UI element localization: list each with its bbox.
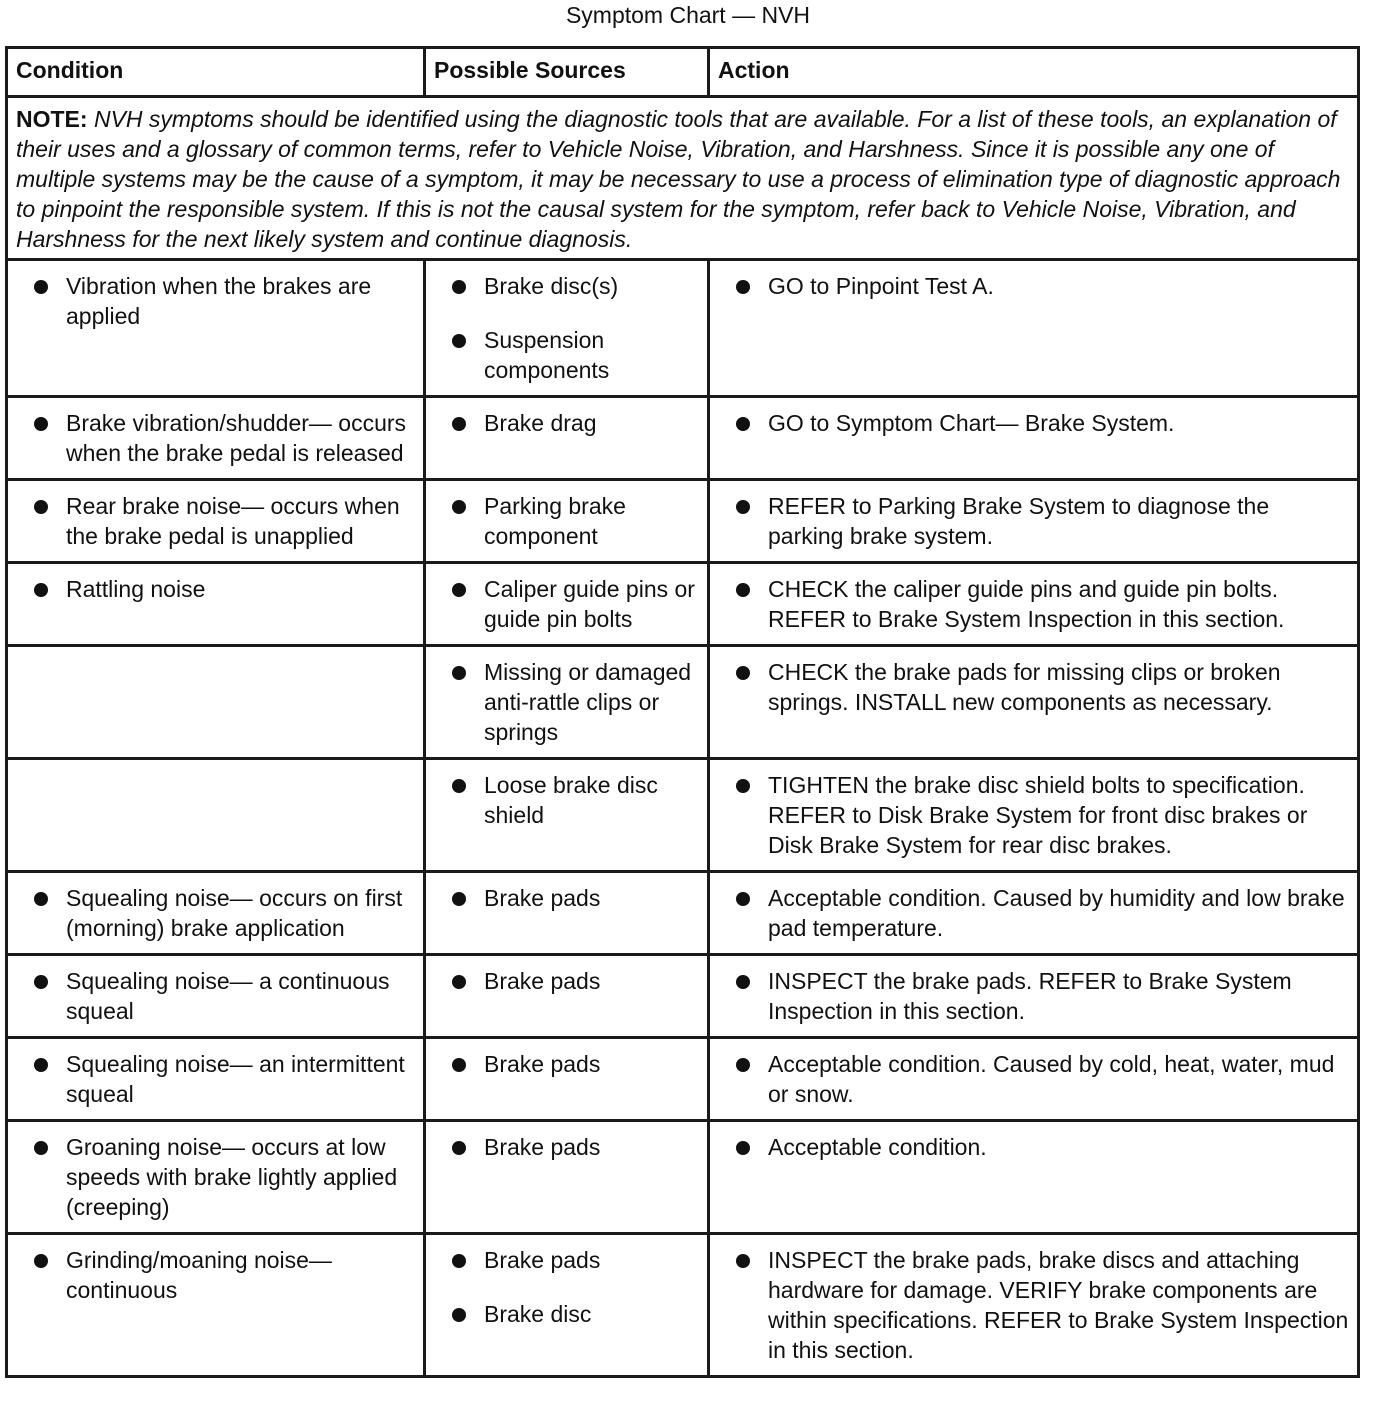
action-cell: [709, 1121, 1359, 1234]
condition-item: Squealing noise— a continuous squeal: [16, 966, 415, 1026]
condition-cell: [7, 480, 425, 563]
source-item: Loose brake disc shield: [434, 770, 699, 830]
table-row: [7, 480, 1359, 563]
source-item: Brake drag: [434, 408, 699, 438]
action-item: GO to Pinpoint Test A.: [718, 271, 1349, 301]
possible-sources-cell: [425, 1038, 709, 1121]
action-item: Acceptable condition. Caused by cold, heat, water, mud or snow.: [718, 1049, 1349, 1109]
table-row: [7, 759, 1359, 872]
condition-item: Rear brake noise— occurs when the brake pedal is unapplied: [16, 491, 415, 551]
possible-sources-cell: [425, 480, 709, 563]
action-cell: [709, 1038, 1359, 1121]
condition-cell: [7, 260, 425, 397]
source-item: Parking brake component: [434, 491, 699, 551]
source-item: Brake disc: [434, 1299, 699, 1329]
possible-sources-cell: [425, 260, 709, 397]
action-item: GO to Symptom Chart— Brake System.: [718, 408, 1349, 438]
source-item: Caliper guide pins or guide pin bolts: [434, 574, 699, 634]
action-cell: [709, 397, 1359, 480]
table-row: [7, 872, 1359, 955]
action-item: INSPECT the brake pads. REFER to Brake System Inspection in this section.: [718, 966, 1349, 1026]
symptom-chart-table: [5, 46, 1360, 1378]
condition-cell: [7, 563, 425, 646]
chart-title: Symptom Chart — NVH: [565, 2, 811, 28]
condition-item: Vibration when the brakes are applied: [16, 271, 415, 331]
source-item: Brake pads: [434, 1132, 699, 1162]
condition-item: Brake vibration/shudder— occurs when the brake pedal is released: [16, 408, 415, 468]
action-cell: [709, 872, 1359, 955]
condition-item: Grinding/moaning noise— continuous: [16, 1245, 415, 1305]
condition-cell: [7, 759, 425, 872]
source-item: Missing or damaged anti-rattle clips or springs: [434, 657, 699, 747]
source-item: Brake pads: [434, 966, 699, 996]
source-item: Brake pads: [434, 883, 699, 913]
possible-sources-cell: [425, 646, 709, 759]
action-cell: [709, 646, 1359, 759]
possible-sources-cell: [425, 1121, 709, 1234]
note-cell: [7, 97, 1359, 260]
header-possible-sources: Possible Sources: [425, 48, 709, 97]
source-item: Brake pads: [434, 1245, 699, 1275]
action-cell: [709, 1234, 1359, 1377]
action-item: INSPECT the brake pads, brake discs and attaching hardware for damage. VERIFY brake components are within specifications. REFER to Brake System Inspection in this section.: [718, 1245, 1349, 1365]
table-row: [7, 1234, 1359, 1377]
possible-sources-cell: [425, 872, 709, 955]
possible-sources-cell: [425, 1234, 709, 1377]
table-row: [7, 1121, 1359, 1234]
symptom-chart-container: [5, 46, 1360, 1378]
possible-sources-cell: [425, 397, 709, 480]
table-row: [7, 955, 1359, 1038]
action-cell: [709, 563, 1359, 646]
table-row: [7, 260, 1359, 397]
action-item: CHECK the brake pads for missing clips or broken springs. INSTALL new components as necessary.: [718, 657, 1349, 717]
condition-item: Groaning noise— occurs at low speeds with brake lightly applied (creeping): [16, 1132, 415, 1222]
header-action: Action: [709, 48, 1359, 97]
condition-cell: [7, 955, 425, 1038]
header-condition: Condition: [7, 48, 425, 97]
condition-cell: [7, 1234, 425, 1377]
action-cell: [709, 759, 1359, 872]
condition-cell: [7, 872, 425, 955]
table-row: [7, 646, 1359, 759]
table-row: [7, 1038, 1359, 1121]
action-cell: [709, 260, 1359, 397]
action-item: TIGHTEN the brake disc shield bolts to specification. REFER to Disk Brake System for front disc brakes or Disk Brake System for rear disc brakes.: [718, 770, 1349, 860]
action-item: Acceptable condition.: [718, 1132, 1349, 1162]
note-label: NOTE:: [16, 106, 88, 132]
condition-cell: [7, 1121, 425, 1234]
possible-sources-cell: [425, 563, 709, 646]
action-item: Acceptable condition. Caused by humidity and low brake pad temperature.: [718, 883, 1349, 943]
action-cell: [709, 480, 1359, 563]
action-item: CHECK the caliper guide pins and guide pin bolts. REFER to Brake System Inspection in this section.: [718, 574, 1349, 634]
action-item: REFER to Parking Brake System to diagnose the parking brake system.: [718, 491, 1349, 551]
condition-cell: [7, 397, 425, 480]
header-row: [7, 48, 1359, 97]
possible-sources-cell: [425, 955, 709, 1038]
condition-item: Squealing noise— an intermittent squeal: [16, 1049, 415, 1109]
source-item: Suspension components: [434, 325, 699, 385]
table-row: [7, 563, 1359, 646]
possible-sources-cell: [425, 759, 709, 872]
note-text: NVH symptoms should be identified using the diagnostic tools that are available. For a list of these tools, an explanation of their uses and a glossary of common terms, refer to Vehicle Noise, Vibration, and Harshness. Since it is possible any one of multiple systems may be the cause of a symptom, it may be necessary to use a process of elimination type of diagnostic approach to pinpoint the responsible system. If this is not the causal system for the symptom, refer back to Vehicle Noise, Vibration, and Harshness for the next likely system and continue diagnosis.: [16, 106, 1341, 252]
condition-item: Rattling noise: [16, 574, 415, 604]
condition-item: Squealing noise— occurs on first (morning) brake application: [16, 883, 415, 943]
note-row: [7, 97, 1359, 260]
condition-cell: [7, 646, 425, 759]
source-item: Brake pads: [434, 1049, 699, 1079]
action-cell: [709, 955, 1359, 1038]
condition-cell: [7, 1038, 425, 1121]
source-item: Brake disc(s): [434, 271, 699, 301]
table-row: [7, 397, 1359, 480]
